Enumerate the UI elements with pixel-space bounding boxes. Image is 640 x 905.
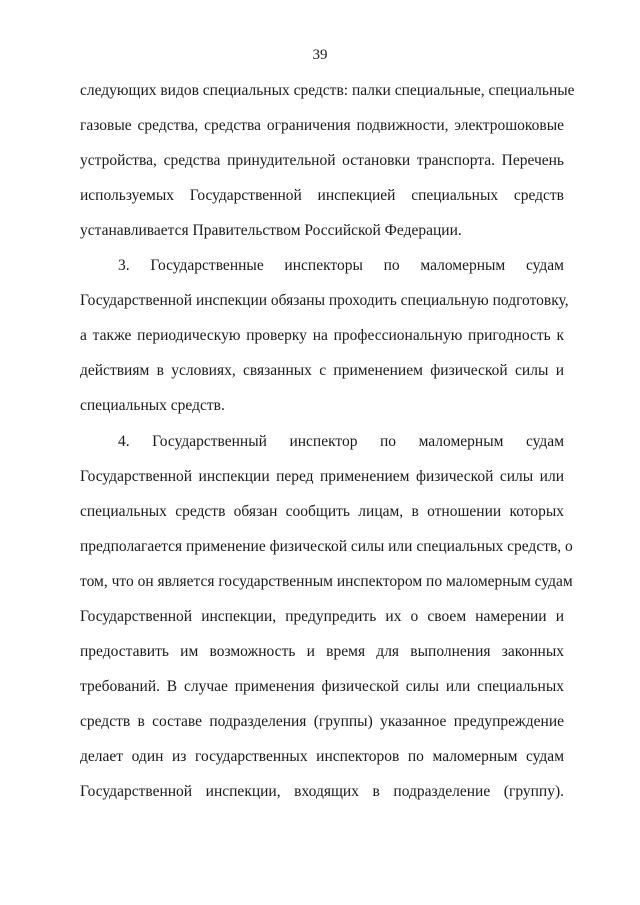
text-line: средств в составе подразделения (группы) указанное предупреждение <box>80 713 564 730</box>
text-line: газовые средства, средства ограничения подвижности, электрошоковые <box>80 117 564 134</box>
text-line: специальных средств обязан сообщить лицам, в отношении которых <box>80 503 564 520</box>
text-line: 3. Государственные инспекторы по маломерным судам <box>118 257 564 274</box>
text-line: действиям в условиях, связанных с применением физической силы и <box>80 362 564 379</box>
text-line: Государственной инспекции перед применением физической силы или <box>80 468 564 485</box>
text-line: делает один из государственных инспекторов по маломерным судам <box>80 748 564 765</box>
text-line: Государственной инспекции обязаны проходить специальную подготовку, <box>80 292 569 309</box>
text-line: используемых Государственной инспекцией специальных средств <box>80 187 564 204</box>
text-line: следующих видов специальных средств: палки специальные, специальные <box>80 82 575 99</box>
text-line: а также периодическую проверку на профессиональную пригодность к <box>80 327 564 344</box>
text-line: предоставить им возможность и время для выполнения законных <box>80 643 564 660</box>
text-line: Государственной инспекции, входящих в подразделение (группу). <box>80 783 564 800</box>
page-number: 39 <box>312 47 328 63</box>
text-line: требований. В случае применения физической силы или специальных <box>80 678 564 695</box>
text-line: 4. Государственный инспектор по маломерным судам <box>118 433 564 450</box>
text-line: Государственной инспекции, предупредить их о своем намерении и <box>80 608 564 625</box>
text-line: устройства, средства принудительной остановки транспорта. Перечень <box>80 152 564 169</box>
text-line: устанавливается Правительством Российской Федерации. <box>80 222 462 239</box>
text-line: том, что он является государственным инспектором по маломерным судам <box>80 573 573 590</box>
text-line: специальных средств. <box>80 397 225 414</box>
text-line: предполагается применение физической силы или специальных средств, о <box>80 538 573 555</box>
